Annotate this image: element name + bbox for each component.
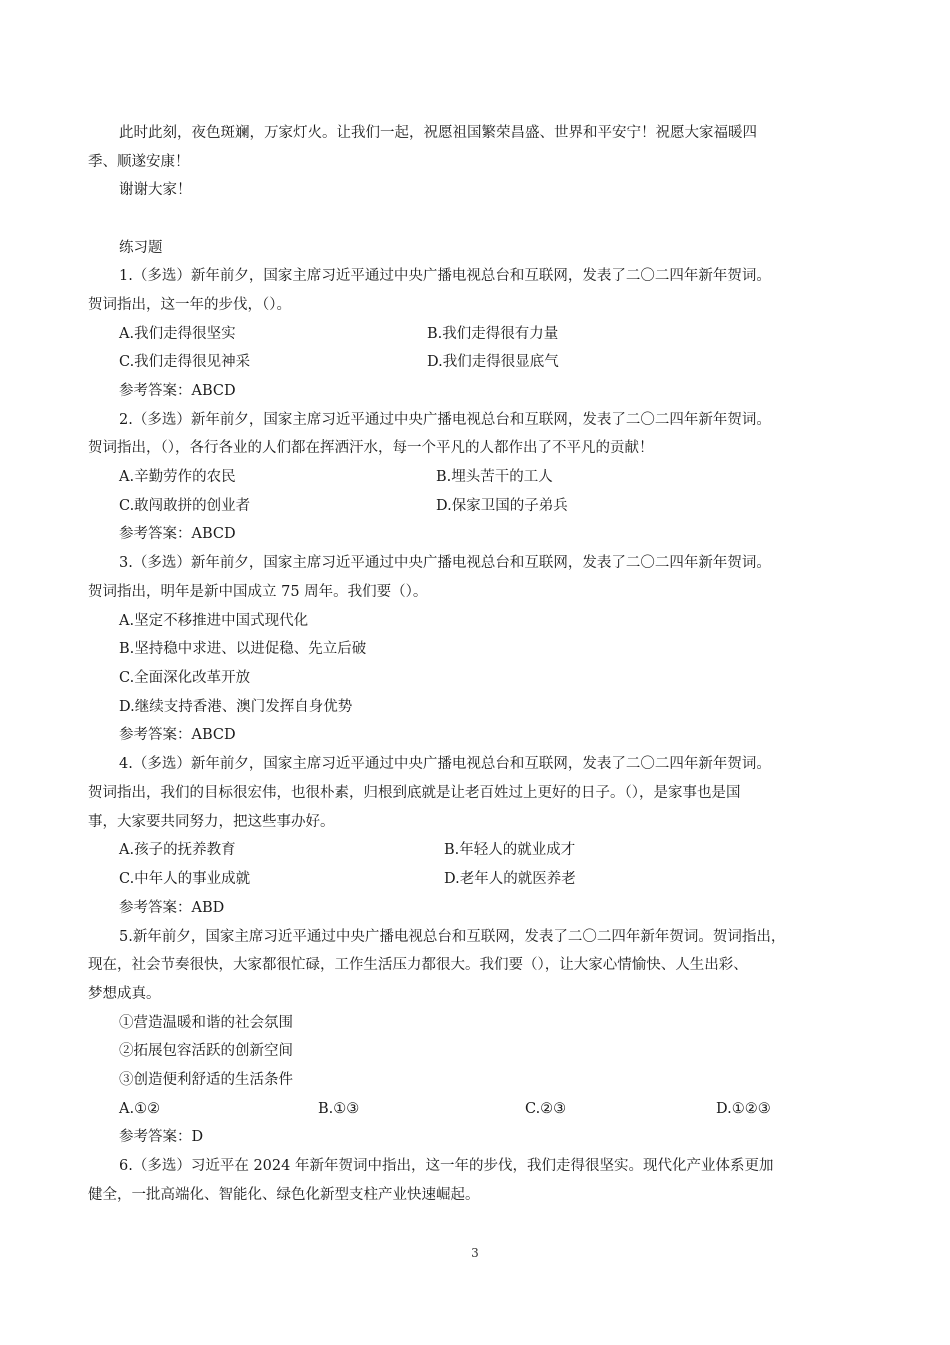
q5-item-1: ①营造温暖和谐的社会氛围 — [119, 1015, 293, 1031]
q5-stem-line-1: 5.新年前夕，国家主席习近平通过中央广播电视总台和互联网，发表了二〇二四年新年贺词。贺词指出， — [119, 929, 786, 945]
q4-option-a: A.孩子的抚养教育 — [119, 842, 236, 858]
intro-thanks: 谢谢大家！ — [119, 182, 192, 198]
q4-option-d: D.老年人的就医养老 — [444, 871, 576, 887]
page-number: 3 — [471, 1246, 479, 1260]
q3-option-c: C.全面深化改革开放 — [119, 670, 251, 686]
q1-option-a: A.我们走得很坚实 — [119, 326, 236, 342]
q4-stem-line-1: 4.（多选）新年前夕，国家主席习近平通过中央广播电视总台和互联网，发表了二〇二四年新年贺词。 — [119, 756, 771, 772]
q1-option-d: D.我们走得很显底气 — [427, 354, 559, 370]
q1-stem-line-2: 贺词指出，这一年的步伐，（）。 — [88, 297, 291, 313]
q5-option-d: D.①②③ — [716, 1101, 771, 1117]
q6-stem-line-2: 健全，一批高端化、智能化、绿色化新型支柱产业快速崛起。 — [88, 1187, 480, 1203]
q4-answer: 参考答案：ABD — [119, 900, 225, 916]
q2-answer: 参考答案：ABCD — [119, 526, 236, 542]
q5-item-3: ③创造便利舒适的生活条件 — [119, 1072, 293, 1088]
q2-stem-line-1: 2.（多选）新年前夕，国家主席习近平通过中央广播电视总台和互联网，发表了二〇二四年新年贺词。 — [119, 412, 771, 428]
q2-option-a: A.辛勤劳作的农民 — [119, 469, 236, 485]
intro-line-2: 季、顺遂安康！ — [88, 154, 190, 170]
q2-option-c: C.敢闯敢拼的创业者 — [119, 498, 251, 514]
q5-option-b: B.①③ — [318, 1101, 360, 1117]
q5-answer: 参考答案：D — [119, 1129, 204, 1145]
intro-line-1: 此时此刻，夜色斑斓，万家灯火。让我们一起，祝愿祖国繁荣昌盛、世界和平安宁！祝愿大家福暖四 — [119, 125, 757, 141]
q3-option-a: A.坚定不移推进中国式现代化 — [119, 613, 309, 629]
q2-stem-line-2: 贺词指出，（），各行各业的人们都在挥洒汗水，每一个平凡的人都作出了不平凡的贡献！ — [88, 440, 654, 456]
q1-answer: 参考答案：ABCD — [119, 383, 236, 399]
q4-stem-line-3: 事，大家要共同努力，把这些事办好。 — [88, 814, 335, 830]
q4-option-c: C.中年人的事业成就 — [119, 871, 251, 887]
q2-option-b: B.埋头苦干的工人 — [436, 469, 553, 485]
q6-stem-line-1: 6.（多选）习近平在 2024 年新年贺词中指出，这一年的步伐，我们走得很坚实。现代化产业体系更加 — [119, 1158, 774, 1174]
q4-stem-line-2: 贺词指出，我们的目标很宏伟，也很朴素，归根到底就是让老百姓过上更好的日子。（），是家事也是国 — [88, 785, 741, 801]
q5-stem-line-2: 现在，社会节奏很快，大家都很忙碌，工作生活压力都很大。我们要（），让大家心情愉快、人生出彩、 — [88, 957, 748, 973]
q3-stem-line-2: 贺词指出，明年是新中国成立 75 周年。我们要（）。 — [88, 584, 428, 600]
q3-answer: 参考答案：ABCD — [119, 727, 236, 743]
q5-option-a: A.①② — [119, 1101, 161, 1117]
q1-option-c: C.我们走得很见神采 — [119, 354, 251, 370]
q1-option-b: B.我们走得很有力量 — [427, 326, 559, 342]
q5-option-c: C.②③ — [525, 1101, 567, 1117]
q3-stem-line-1: 3.（多选）新年前夕，国家主席习近平通过中央广播电视总台和互联网，发表了二〇二四年新年贺词。 — [119, 555, 771, 571]
q5-item-2: ②拓展包容活跃的创新空间 — [119, 1043, 293, 1059]
q4-option-b: B.年轻人的就业成才 — [444, 842, 576, 858]
q3-option-b: B.坚持稳中求进、以进促稳、先立后破 — [119, 641, 367, 657]
q3-option-d: D.继续支持香港、澳门发挥自身优势 — [119, 699, 353, 715]
q5-stem-line-3: 梦想成真。 — [88, 986, 161, 1002]
q2-option-d: D.保家卫国的子弟兵 — [436, 498, 568, 514]
section-title: 练习题 — [119, 240, 163, 256]
q1-stem-line-1: 1.（多选）新年前夕，国家主席习近平通过中央广播电视总台和互联网，发表了二〇二四年新年贺词。 — [119, 268, 771, 284]
